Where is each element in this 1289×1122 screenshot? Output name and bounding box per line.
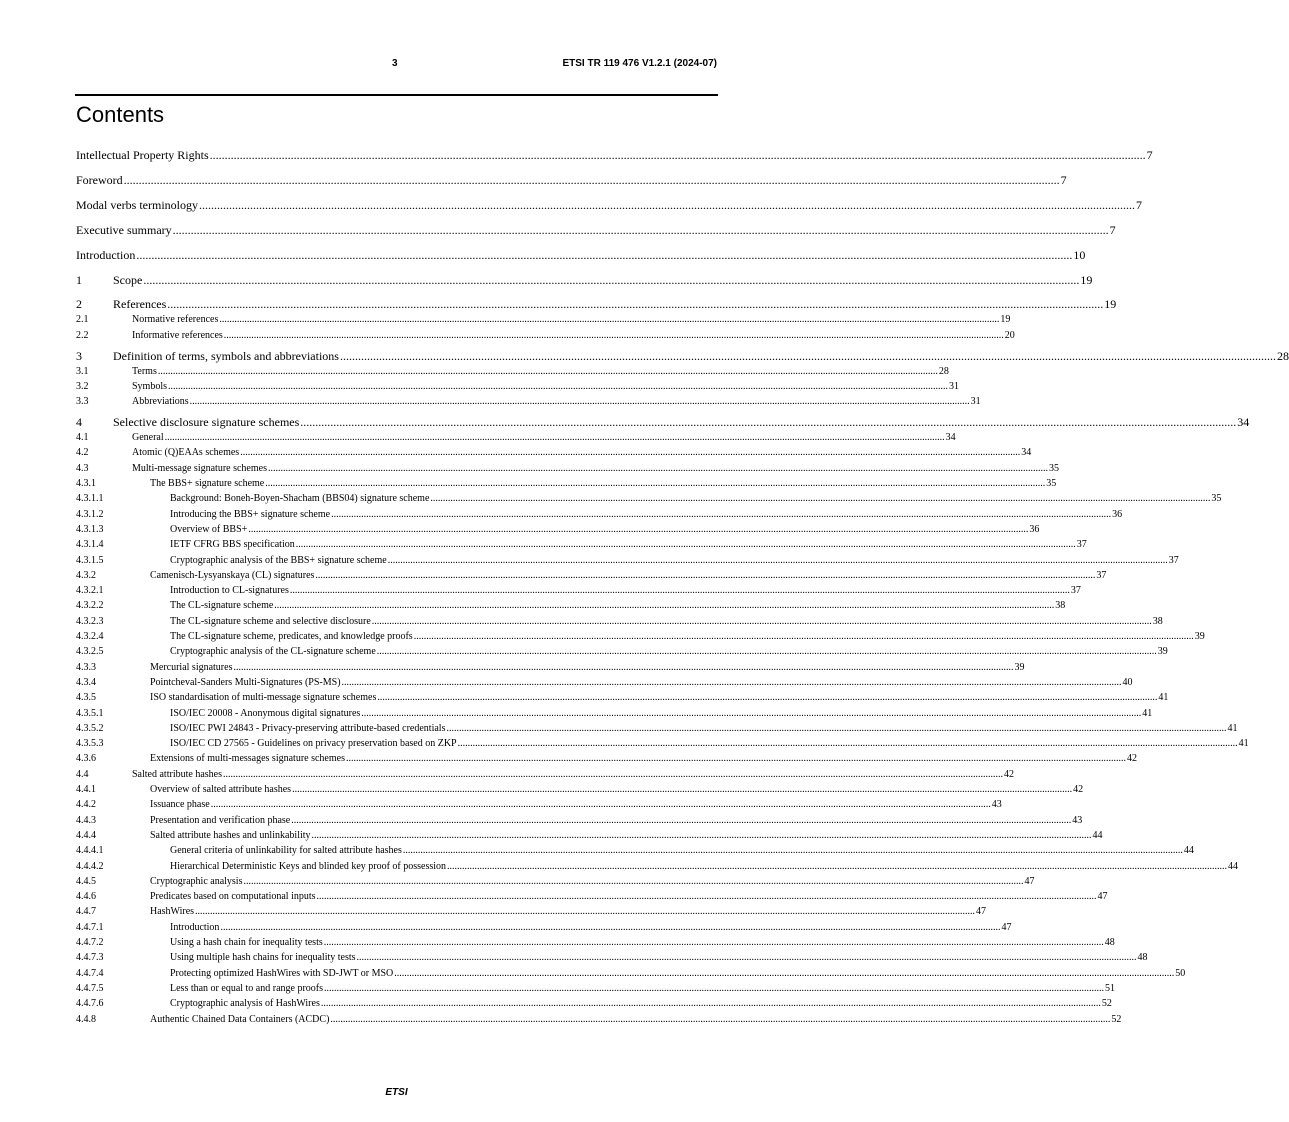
toc-entry-leader-dots [317,891,1097,902]
toc-entry-title: The CL-signature scheme and selective disclosure [170,615,371,627]
toc-entry-title: Normative references [132,314,219,326]
toc-entry-number: 2 [76,297,82,312]
toc-entry-number: 4.4.7.5 [76,982,104,994]
toc-entry-title: Terms [132,365,157,377]
toc-entry-page: 28 [1276,348,1289,363]
toc-entry[interactable] [76,447,1032,459]
toc-entry[interactable] [76,223,1116,238]
toc-entry-number: 1 [76,272,82,287]
toc-entry-page: 39 [1194,631,1205,642]
toc-entry-number: 3 [76,348,82,363]
toc-entry-leader-dots [211,799,991,810]
toc-entry-page: 41 [1238,738,1249,750]
toc-entry-page: 7 [1135,198,1142,212]
toc-entry-title: Abbreviations [132,396,189,408]
toc-entry-number: 3.1 [76,365,89,377]
toc-entry-leader-dots [312,830,1092,841]
toc-entry-number: 4.3.1.1 [76,493,104,505]
toc-entry-title: Cryptographic analysis of HashWires [170,998,320,1010]
toc-entry-number: 4.4.8 [76,1013,96,1025]
toc-entry-leader-dots [168,381,948,392]
toc-entry-number: 4.4.5 [76,875,96,887]
toc-entry-leader-dots [403,845,1183,856]
toc-entry[interactable] [76,148,1153,163]
toc-entry[interactable] [76,523,1040,535]
toc-entry[interactable] [76,173,1067,188]
toc-entry-leader-dots [324,937,1104,948]
toc-entry[interactable] [76,314,1011,326]
toc-entry-number: 4.4.2 [76,799,96,811]
toc-entry[interactable] [76,478,1057,489]
toc-entry[interactable] [76,272,1093,288]
toc-entry[interactable] [76,631,1205,642]
toc-entry-number: 4.4.7.3 [76,952,104,964]
toc-entry-leader-dots [300,415,1236,430]
toc-entry-title: Foreword [76,173,123,187]
toc-entry[interactable] [76,198,1142,213]
toc-entry-number: 4.3.1.2 [76,508,104,520]
toc-entry-page: 36 [1112,508,1123,520]
toc-entry[interactable] [76,753,1137,765]
toc-entry-leader-dots [274,600,1054,611]
toc-entry-leader-dots [315,570,1095,581]
toc-entry[interactable] [76,348,1289,364]
toc-entry-leader-dots [458,738,1238,749]
toc-entry-leader-dots [388,555,1168,566]
toc-entry-leader-dots [414,631,1194,642]
toc-entry-title: Mercurial signatures [150,661,233,673]
toc-entry-leader-dots [340,349,1276,364]
toc-entry-page: 40 [1122,676,1133,688]
toc-entry-leader-dots [190,396,970,407]
toc-entry-page: 38 [1055,600,1066,612]
toc-entry-number: 4.3.6 [76,753,96,765]
toc-entry-number: 4.4.7.6 [76,998,104,1010]
toc-entry[interactable] [76,396,981,408]
toc-entry-title: The CL-signature scheme, predicates, and knowledge proofs [170,631,413,642]
toc-entry-leader-dots [430,493,1210,504]
toc-entry[interactable] [76,814,1083,826]
toc-entry-leader-dots [143,273,1079,288]
toc-entry-number: 4.3.5.1 [76,707,104,719]
toc-entry-number: 4.4.1 [76,784,96,795]
toc-entry[interactable] [76,432,956,444]
toc-entry-number: 4.4.7.2 [76,937,104,948]
toc-entry-number: 4.3.2.1 [76,585,104,597]
toc-entry-title: Protecting optimized HashWires with SD-JWT or MSO [170,967,394,979]
toc-entry-leader-dots [372,616,1152,627]
toc-entry-page: 36 [1029,523,1040,535]
toc-entry-title: Definition of terms, symbols and abbreviations [113,348,339,363]
toc-entry-title: ISO/IEC CD 27565 - Guidelines on privacy preservation based on ZKP [170,738,457,750]
toc-entry-page: 38 [1152,615,1163,627]
toc-entry-leader-dots [220,922,1000,933]
toc-entry-leader-dots [199,198,1135,213]
toc-entry-page: 47 [1024,875,1035,887]
toc-entry-page: 37 [1070,585,1081,597]
toc-entry[interactable] [76,554,1179,566]
toc-entry-title: References [113,297,167,312]
toc-entry-title: Atomic (Q)EAAs schemes [132,447,240,459]
toc-entry-page: 41 [1227,722,1238,734]
toc-entry-title: Issuance phase [150,799,210,811]
header-document-id: ETSI TR 119 476 V1.2.1 (2024-07) [562,58,717,69]
toc-entry-title: Salted attribute hashes [132,768,222,780]
toc-entry-leader-dots [446,723,1226,734]
toc-entry-leader-dots [292,784,1072,795]
toc-entry-number: 2.2 [76,329,89,341]
toc-entry-title: Presentation and verification phase [150,814,291,826]
toc-entry-title: Introducing the BBS+ signature scheme [170,508,331,520]
toc-entry-number: 2.1 [76,314,89,326]
toc-entry[interactable] [76,661,1025,673]
toc-entry-title: Pointcheval-Sanders Multi-Signatures (PS-MS) [150,676,341,688]
toc-entry-page: 35 [1046,478,1057,489]
toc-entry[interactable] [76,508,1123,520]
toc-entry-title: Informative references [132,329,223,341]
toc-entry-page: 19 [1104,297,1117,312]
toc-entry-number: 4.3.5.2 [76,722,104,734]
toc-entry-title: Intellectual Property Rights [76,148,209,162]
toc-entry[interactable] [76,952,1148,964]
toc-entry-page: 39 [1014,661,1025,673]
toc-entry-title: Modal verbs terminology [76,198,198,212]
toc-entry-page: 31 [949,380,960,392]
toc-entry-title: ISO/IEC PWI 24843 - Privacy-preserving attribute-based credentials [170,722,446,734]
toc-entry-page: 35 [1211,493,1222,505]
toc-entry[interactable] [76,707,1153,719]
toc-entry-number: 3.2 [76,380,89,392]
toc-entry-leader-dots [447,861,1227,872]
toc-entry-title: The CL-signature scheme [170,600,274,612]
toc-entry-leader-dots [377,692,1157,703]
footer-logo-text: ETSI [385,1087,408,1098]
toc-entry-number: 4.3.1.3 [76,523,104,535]
toc-entry-leader-dots [291,815,1071,826]
toc-entry-page: 19 [1080,272,1093,287]
toc-entry-page: 41 [1142,707,1153,719]
toc-entry-page: 47 [1001,921,1012,933]
toc-entry-number: 4.4.4 [76,829,96,841]
toc-entry-number: 4.3.2.4 [76,631,104,642]
toc-entry[interactable] [76,569,1107,581]
toc-entry-page: 34 [1021,447,1032,459]
toc-entry-page: 47 [1097,891,1108,903]
toc-entry-title: Predicates based on computational inputs [150,891,316,903]
toc-entry-title: Overview of salted attribute hashes [150,784,292,795]
toc-entry-leader-dots [265,478,1045,489]
toc-entry-leader-dots [136,248,1072,263]
toc-entry[interactable] [76,248,1086,263]
toc-entry[interactable] [76,998,1112,1010]
page-title: Contents [76,102,165,127]
toc-entry-number: 4.1 [76,432,89,444]
toc-entry-title: The BBS+ signature scheme [150,478,265,489]
toc-entry-title: ISO standardisation of multi-message signature schemes [150,692,377,704]
toc-entry-number: 4.4.7.1 [76,921,104,933]
toc-entry-page: 47 [976,906,987,918]
toc-entry-number: 4.3.4 [76,676,96,688]
toc-entry-leader-dots [233,662,1013,673]
toc-entry-page: 42 [1073,784,1084,795]
toc-entry-number: 4.3.2.3 [76,615,104,627]
toc-entry-title: General [132,432,164,444]
toc-entry-page: 34 [1237,415,1250,430]
toc-entry-number: 4.3.2 [76,569,96,581]
toc-entry-number: 4.3.1.4 [76,539,104,551]
toc-entry-number: 4.4.7.4 [76,967,104,979]
toc-entry-page: 42 [1126,753,1137,765]
toc-entry-page: 10 [1073,248,1086,262]
toc-entry-leader-dots [158,366,938,377]
toc-entry[interactable] [76,829,1103,841]
toc-entry-title: Multi-message signature schemes [132,462,267,474]
toc-entry-page: 34 [945,432,956,444]
toc-entry-title: Hierarchical Deterministic Keys and blinded key proof of possession [170,860,447,872]
toc-entry[interactable] [76,891,1108,903]
toc-entry-title: Symbols [132,380,168,392]
toc-entry-number: 4.4.4.2 [76,860,104,872]
toc-entry-number: 4.4.4.1 [76,845,104,857]
toc-entry-number: 4.3.5 [76,692,96,704]
toc-entry-leader-dots [357,952,1137,963]
toc-entry-page: 20 [1004,329,1015,341]
toc-entry-leader-dots [330,1014,1110,1025]
toc-entry-page: 37 [1076,539,1087,551]
toc-entry-title: Executive summary [76,223,172,237]
toc-entry-page: 50 [1175,967,1186,979]
toc-entry[interactable] [76,921,1012,933]
toc-entry[interactable] [76,676,1133,688]
toc-entry-title: Using a hash chain for inequality tests [170,937,323,948]
toc-entry-title: Introduction [170,921,220,933]
toc-entry-page: 42 [1003,768,1014,780]
toc-entry-page: 7 [1109,223,1116,237]
toc-entry-title: Scope [113,272,143,287]
toc-entry-page: 7 [1060,173,1067,187]
toc-entry-leader-dots [219,314,999,325]
toc-entry-number: 4.4.3 [76,814,96,826]
toc-entry-page: 48 [1137,952,1148,964]
toc-entry-leader-dots [331,509,1111,520]
toc-entry-leader-dots [394,968,1174,979]
toc-entry-leader-dots [321,998,1101,1009]
toc-entry-page: 19 [1000,314,1011,326]
toc-entry[interactable] [76,462,1059,474]
toc-entry-leader-dots [248,524,1028,535]
toc-entry[interactable] [76,585,1081,597]
toc-entry-page: 39 [1157,646,1168,658]
toc-entry-leader-dots [243,876,1023,887]
toc-entry[interactable] [76,845,1194,857]
toc-entry-page: 52 [1111,1013,1122,1025]
toc-entry[interactable] [76,768,1014,780]
toc-entry[interactable] [76,738,1249,750]
toc-entry-leader-dots [240,447,1020,458]
toc-entry-leader-dots [296,539,1076,550]
toc-entry-title: Background: Boneh-Boyen-Shacham (BBS04) signature scheme [170,493,430,505]
header-rule [75,94,718,96]
toc-entry-leader-dots [224,330,1004,341]
toc-entry-leader-dots [165,432,945,443]
toc-entry-leader-dots [210,148,1146,163]
toc-entry[interactable] [76,646,1168,658]
toc-entry-leader-dots [124,173,1060,188]
toc-entry-number: 4.3.3 [76,661,96,673]
toc-entry-number: 4.3.2.2 [76,600,104,612]
toc-entry-title: Introduction [76,248,136,262]
toc-entry[interactable] [76,967,1186,979]
toc-entry-leader-dots [346,753,1126,764]
toc-entry-title: Less than or equal to and range proofs [170,982,324,994]
toc-entry-page: 44 [1092,829,1103,841]
toc-entry[interactable] [76,860,1239,872]
toc-entry-title: General criteria of unlinkability for salted attribute hashes [170,845,402,857]
toc-entry-leader-dots [223,769,1003,780]
toc-entry-title: Introduction to CL-signatures [170,585,289,597]
toc-entry-title: Cryptographic analysis of the BBS+ signature scheme [170,554,387,566]
toc-entry-title: Overview of BBS+ [170,523,248,535]
toc-entry-leader-dots [167,297,1103,312]
toc-entry-number: 4.3.2.5 [76,646,104,658]
toc-entry-number: 4.2 [76,447,89,459]
toc-entry-leader-dots [377,646,1157,657]
toc-entry[interactable] [76,365,949,377]
toc-entry-page: 48 [1104,937,1115,948]
toc-entry-title: Selective disclosure signature schemes [113,415,300,430]
toc-entry[interactable] [76,600,1066,612]
toc-entry-title: ISO/IEC 20008 - Anonymous digital signatures [170,707,361,719]
toc-entry-page: 35 [1048,462,1059,474]
toc-entry-leader-dots [173,223,1109,238]
toc-entry-page: 41 [1158,692,1169,704]
toc-entry[interactable] [76,722,1238,734]
toc-entry-title: HashWires [150,906,195,918]
toc-entry-title: Camenisch-Lysyanskaya (CL) signatures [150,569,315,581]
toc-entry[interactable] [76,799,1002,811]
toc-entry-page: 7 [1146,148,1153,162]
toc-entry-page: 37 [1168,554,1179,566]
toc-entry-number: 4.4.7 [76,906,96,918]
toc-entry-page: 43 [1072,814,1083,826]
toc-entry-leader-dots [195,906,975,917]
toc-entry[interactable] [76,982,1116,994]
toc-entry-number: 3.3 [76,396,89,408]
toc-entry-number: 4.4 [76,768,89,780]
toc-entry-number: 4.3.1.5 [76,554,104,566]
toc-entry-leader-dots [324,983,1104,994]
toc-entry-page: 37 [1096,569,1107,581]
toc-entry-page: 44 [1183,845,1194,857]
toc-entry[interactable] [76,906,987,918]
toc-entry[interactable] [76,415,1250,430]
toc-entry[interactable] [76,380,960,392]
toc-entry-number: 4.3.5.3 [76,738,104,750]
toc-entry-page: 52 [1101,998,1112,1010]
toc-entry[interactable] [76,784,1084,795]
toc-entry-leader-dots [361,708,1141,719]
toc-entry[interactable] [76,329,1015,341]
toc-entry-title: IETF CFRG BBS specification [170,539,295,551]
toc-entry-title: Cryptographic analysis of the CL-signature scheme [170,646,376,658]
toc-entry[interactable] [76,615,1163,627]
toc-entry-page: 43 [991,799,1002,811]
toc-entry-number: 4.3.1 [76,478,96,489]
toc-entry-page: 31 [970,396,981,408]
toc-entry-title: Cryptographic analysis [150,875,243,887]
header-page-number: 3 [392,58,398,69]
toc-entry-page: 28 [938,365,949,377]
toc-entry-title: Using multiple hash chains for inequality tests [170,952,356,964]
toc-entry-leader-dots [342,677,1122,688]
toc-entry[interactable] [76,1013,1122,1025]
toc-entry[interactable] [76,539,1087,551]
toc-entry-page: 44 [1228,860,1239,872]
toc-entry-number: 4.3 [76,462,89,474]
toc-entry-title: Authentic Chained Data Containers (ACDC) [150,1013,330,1025]
toc-entry[interactable] [76,875,1035,887]
toc-entry-number: 4 [76,415,82,430]
toc-entry[interactable] [76,493,1222,505]
toc-entry-title: Extensions of multi-messages signature schemes [150,753,345,765]
toc-entry-page: 51 [1105,982,1116,994]
toc-entry-leader-dots [290,585,1070,596]
toc-entry-number: 4.4.6 [76,891,96,903]
toc-entry-leader-dots [268,463,1048,474]
toc-entry[interactable] [76,297,1117,312]
toc-entry[interactable] [76,937,1115,948]
toc-entry-title: Salted attribute hashes and unlinkability [150,829,311,841]
toc-entry[interactable] [76,692,1169,704]
